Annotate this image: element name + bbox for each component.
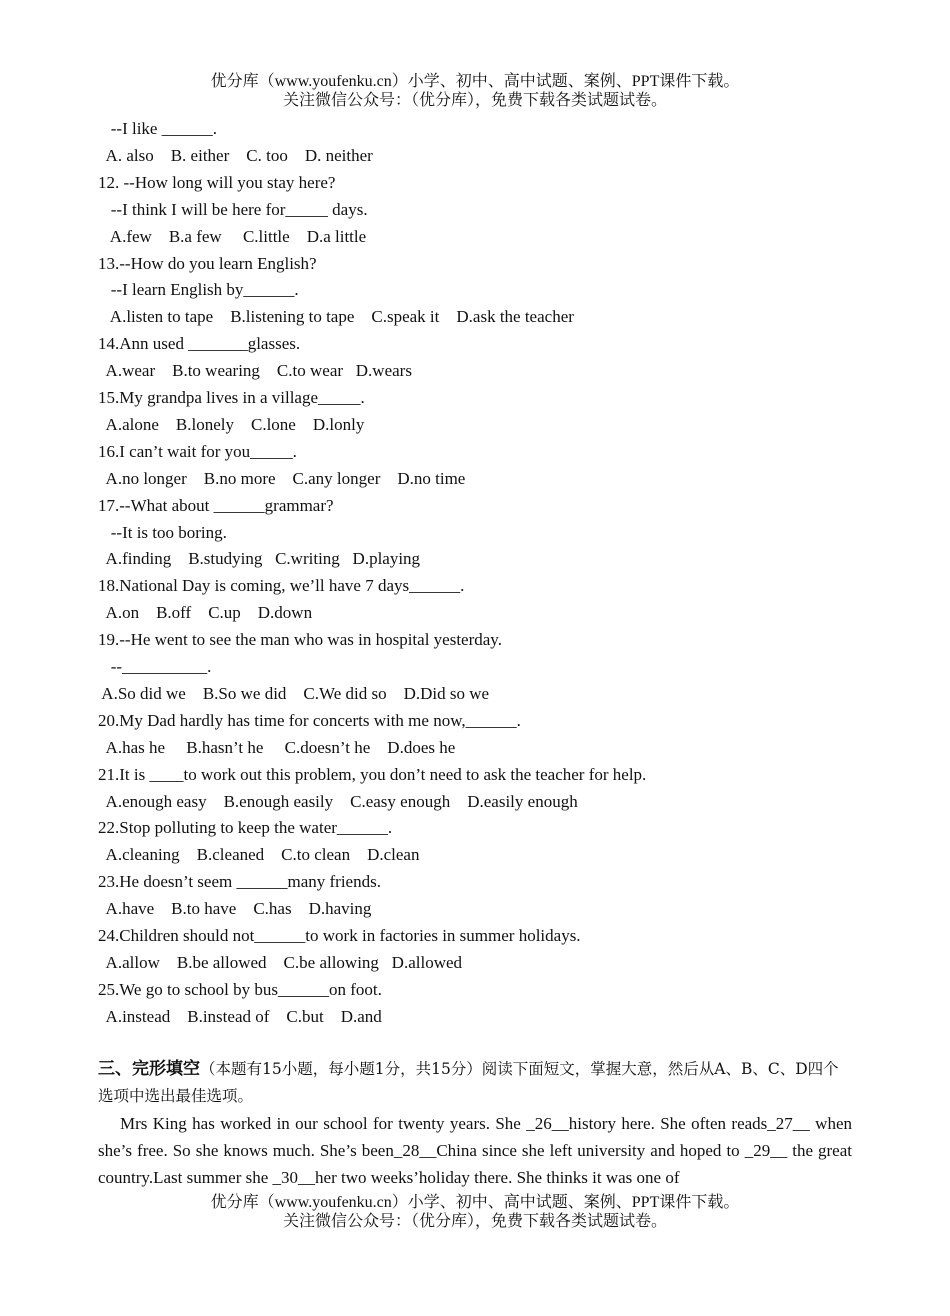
question-line: --I learn English by______. — [98, 280, 299, 300]
question-line: 19.--He went to see the man who was in hospital yesterday. — [98, 630, 502, 650]
question-line: A.enough easy B.enough easily C.easy enough D.easily enough — [98, 791, 578, 811]
question-line: --I think I will be here for_____ days. — [98, 199, 368, 219]
question-line: A.finding B.studying C.writing D.playing — [98, 549, 421, 569]
section-heading — [98, 1056, 852, 1110]
header-line-2: 关注微信公众号：（优分库），免费下载各类试题试卷。 — [282, 92, 667, 109]
question-line: A.instead B.instead of C.but D.and — [98, 1006, 382, 1026]
question-line: A.have B.to have C.has D.having — [98, 899, 372, 919]
question-line: 13.--How do you learn English? — [98, 253, 317, 273]
section-title: 三、完形填空 — [98, 1059, 200, 1079]
question-line: --__________. — [98, 657, 212, 676]
question-line: 23.He doesn’t seem ______many friends. — [98, 872, 381, 892]
question-line: A. also B. either C. too D. neither — [98, 145, 373, 165]
question-line: 25.We go to school by bus______on foot. — [98, 979, 382, 999]
question-line: A.alone B.lonely C.lone D.lonly — [98, 414, 365, 434]
question-line: A.wear B.to wearing C.to wear D.wears — [98, 361, 412, 381]
question-line: 22.Stop polluting to keep the water______. — [98, 818, 393, 838]
question-line: 15.My grandpa lives in a village_____. — [98, 388, 365, 407]
question-line: 14.Ann used _______glasses. — [98, 334, 301, 354]
question-line: A.cleaning B.cleaned C.to clean D.clean — [98, 845, 420, 865]
page-header — [0, 72, 950, 110]
question-line: A.So did we B.So we did C.We did so D.Did so we — [98, 683, 490, 703]
question-line: A.few B.a few C.little D.a little — [98, 226, 367, 246]
question-line: A.has he B.hasn’t he C.doesn’t he D.does he — [98, 737, 456, 757]
question-line: 18.National Day is coming, we’ll have 7 days______. — [98, 576, 465, 596]
footer-line-2: 关注微信公众号：（优分库），免费下载各类试题试卷。 — [282, 1213, 667, 1230]
question-line: A.no longer B.no more C.any longer D.no time — [98, 468, 466, 488]
section-description: （本题有15小题，每小题1分，共15分）阅读下面短文，掌握大意，然后从A、B、C、D四个选项中选出最佳选项。 — [98, 1060, 839, 1105]
footer-line-1: 优分库（www.youfenku.cn）小学、初中、高中试题、案例、PPT课件下载。 — [210, 1194, 740, 1211]
question-line: 16.I can’t wait for you_____. — [98, 441, 297, 461]
page-footer — [0, 1193, 950, 1231]
question-line: 24.Children should not______to work in factories in summer holidays. — [98, 926, 581, 945]
question-line: 12. --How long will you stay here? — [98, 172, 336, 192]
question-line: A.on B.off C.up D.down — [98, 603, 313, 623]
question-line: --I like ______. — [98, 119, 217, 138]
question-line: A.allow B.be allowed C.be allowing D.allowed — [98, 952, 463, 972]
header-line-1: 优分库（www.youfenku.cn）小学、初中、高中试题、案例、PPT课件下载。 — [210, 73, 740, 90]
question-line: 20.My Dad hardly has time for concerts with me now,______. — [98, 710, 521, 730]
question-line: 17.--What about ______grammar? — [98, 495, 334, 515]
question-line: 21.It is ____to work out this problem, you don’t need to ask the teacher for help. — [98, 764, 647, 784]
question-line: A.listen to tape B.listening to tape C.speak it D.ask the teacher — [98, 307, 574, 327]
question-line: --It is too boring. — [98, 522, 227, 542]
cloze-passage: Mrs King has worked in our school for twenty years. She _26__history here. She often reads_27__ when she’s free. So she knows much. She’s been_28__China since she left university and hoped to _29__ the great country.Last summer she _30__her two weeks’holiday there. She thinks it was one of — [98, 1114, 852, 1187]
